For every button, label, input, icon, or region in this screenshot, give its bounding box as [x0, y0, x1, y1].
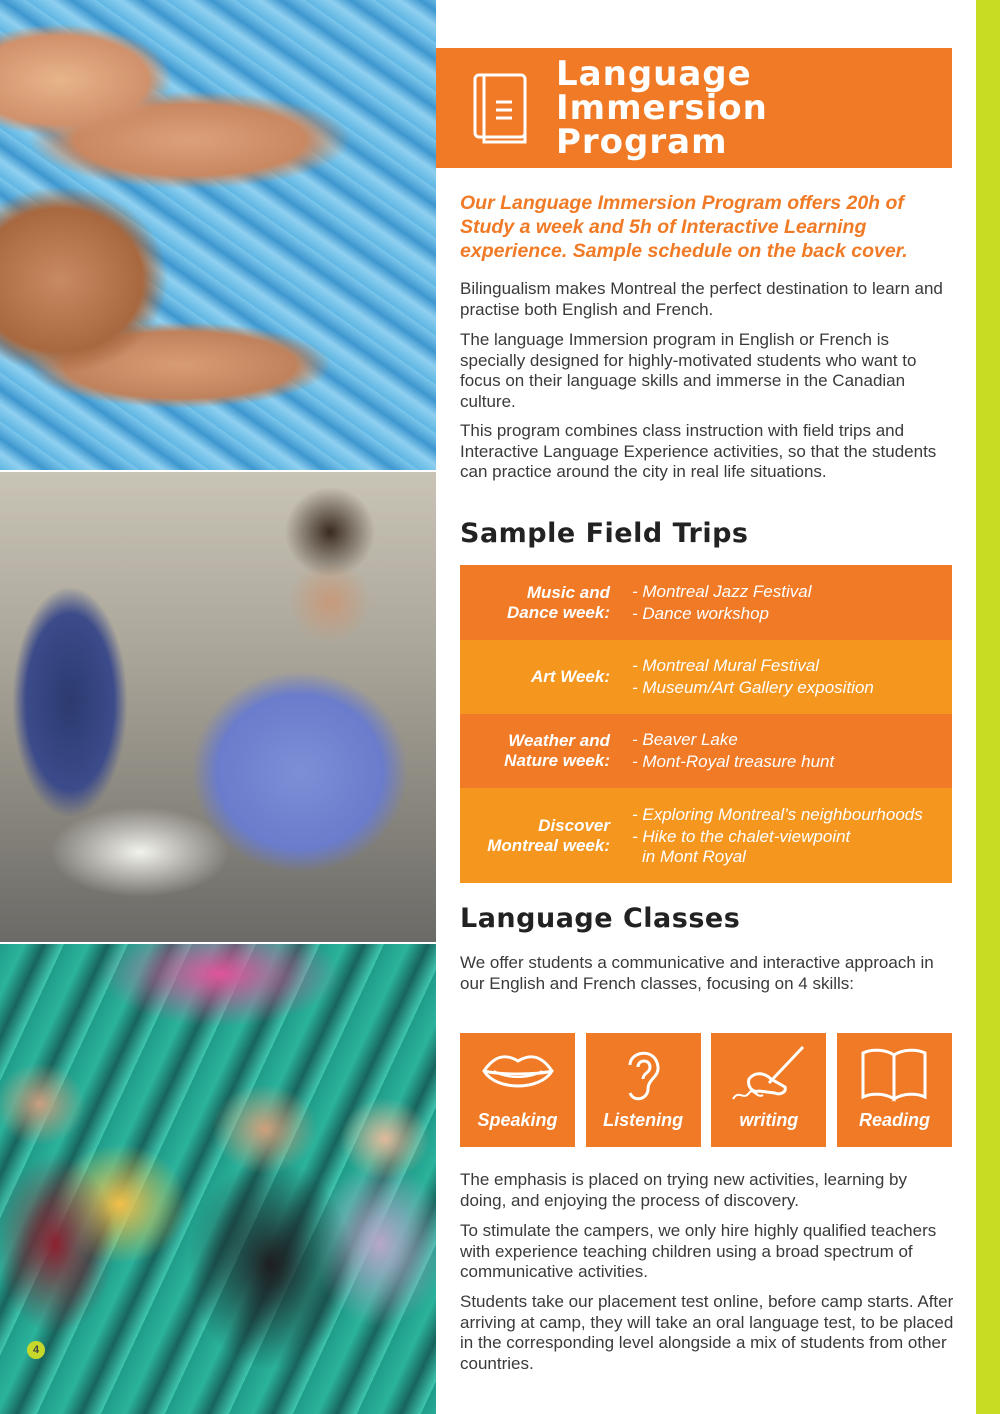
trip-week-line: Montreal week:: [487, 835, 610, 855]
trip-week-line: Discover: [538, 815, 610, 835]
trip-row: [460, 640, 952, 714]
paragraph: This program combines class instruction with field trips and Interactive Language Experience activities, so that the students can practice around the city in real life situations.: [460, 421, 937, 481]
field-trips-table: [460, 565, 952, 883]
paragraph: The language Immersion program in English or French is specially designed for highly-motivated students who want to focus on their language skills and immerse in the Canadian culture.: [460, 330, 917, 411]
trip-activities: [622, 654, 874, 700]
trip-activity: - Montreal Jazz Festival: [632, 581, 812, 601]
title-line: Immersion: [556, 88, 768, 128]
trip-activity: in Mont Royal: [642, 846, 746, 866]
trip-week-line: Art Week:: [530, 667, 610, 686]
trip-week-label: [460, 731, 622, 771]
paragraph: We offer students a communicative and interactive approach in our English and French classes, focusing on 4 skills:: [460, 953, 934, 993]
swimming-photo: [0, 0, 436, 470]
skill-label: Reading: [858, 1110, 930, 1130]
trip-row: [460, 788, 952, 883]
trip-activity: - Montreal Mural Festival: [632, 656, 820, 675]
skill-writing: [711, 1033, 826, 1147]
trip-activity: - Dance workshop: [632, 603, 770, 623]
trip-week-label: [460, 816, 622, 856]
trip-week-line: Dance week:: [507, 602, 610, 622]
skill-label: Speaking: [477, 1110, 558, 1130]
trip-activity: - Beaver Lake: [632, 730, 738, 749]
trip-week-line: Music and: [526, 582, 610, 602]
title-line: Program: [556, 122, 728, 162]
trip-week-label: [460, 667, 622, 687]
trip-row: [460, 714, 952, 788]
trip-activity: - Hike to the chalet-viewpoint: [632, 826, 851, 846]
lips-icon: [460, 1043, 575, 1103]
ear-icon: [586, 1043, 701, 1103]
skill-label: writing: [739, 1110, 799, 1130]
trip-activity: - Exploring Montreal’s neighbourhoods: [632, 804, 923, 824]
page-number: 4: [27, 1341, 45, 1359]
trip-row: [460, 565, 952, 640]
skill-listening: [586, 1033, 701, 1147]
paragraph: The emphasis is placed on trying new activities, learning by doing, and enjoying the process of discovery.: [460, 1170, 907, 1210]
trip-week-line: Weather and: [508, 731, 610, 750]
program-banner: [436, 48, 952, 168]
paragraph: Bilingualism makes Montreal the perfect destination to learn and practise both English and French.: [460, 279, 943, 319]
lime-side-bar: [976, 0, 1000, 1414]
title-line: Language: [556, 54, 752, 94]
writing-hand-icon: [711, 1043, 826, 1103]
trip-activity: - Mont-Royal treasure hunt: [632, 752, 835, 771]
trip-week-label: [460, 583, 622, 623]
field-trips-heading: Sample Field Trips: [460, 518, 749, 549]
trip-activities: [622, 803, 923, 869]
page-title: [556, 54, 768, 162]
skill-label: Listening: [603, 1110, 684, 1130]
skills-row: [460, 1033, 952, 1147]
paragraph: To stimulate the campers, we only hire highly qualified teachers with experience teaching children using a broad spectrum of communicative activities.: [460, 1221, 937, 1281]
trip-activity: - Museum/Art Gallery exposition: [632, 678, 874, 697]
skill-reading: [837, 1033, 952, 1147]
trip-week-line: Nature week:: [504, 751, 610, 770]
paragraph: Students take our placement test online, before camp starts. After arriving at camp, they will take an oral language test, to be placed in the corresponding level alongside a mix of students from other countries.: [460, 1292, 954, 1373]
language-classes-heading: Language Classes: [460, 903, 741, 934]
trip-activities: [622, 728, 834, 774]
intro-text: Our Language Immersion Program offers 20h of Study a week and 5h of Interactive Learning experience. Sample schedule on the back cover.: [460, 192, 908, 262]
group-mural-photo: [0, 944, 436, 1414]
open-book-icon: [837, 1043, 952, 1103]
classroom-photo: [0, 472, 436, 942]
trip-activities: [622, 580, 812, 626]
book-icon: [472, 72, 530, 144]
skill-speaking: [460, 1033, 575, 1147]
